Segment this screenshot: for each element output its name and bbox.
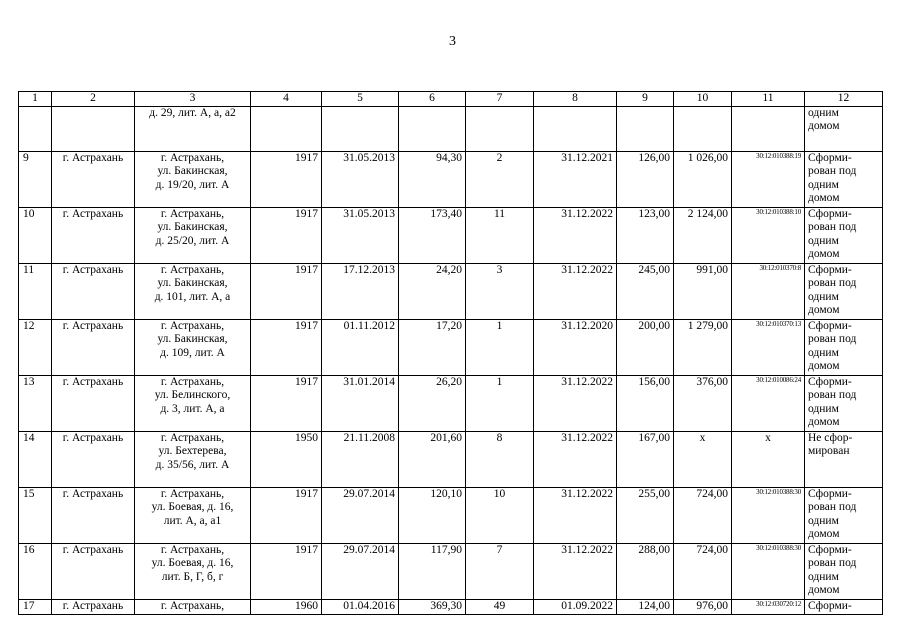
date-cell: 01.04.2016	[322, 599, 399, 614]
status-cell: Сформи- рован под одним домом	[805, 207, 883, 263]
column-header: 4	[251, 92, 322, 107]
city-cell: г. Астрахань	[52, 207, 135, 263]
table-row	[19, 431, 883, 487]
year-cell: 1917	[251, 543, 322, 599]
date-cell: 31.12.2022	[534, 263, 617, 319]
cadastral-number-cell: 30:12:010388:19	[732, 151, 805, 207]
date-cell: 31.01.2014	[322, 375, 399, 431]
cadastral-number-cell: 30:12:010388:10	[732, 207, 805, 263]
city-cell: г. Астрахань	[52, 263, 135, 319]
total-cell: 724,00	[674, 543, 732, 599]
column-header: 12	[805, 92, 883, 107]
city-cell: г. Астрахань	[52, 319, 135, 375]
status-cell: Сформи- рован под одним домом	[805, 263, 883, 319]
date-cell: 31.12.2022	[534, 487, 617, 543]
year-cell	[251, 106, 322, 151]
date-cell: 31.12.2021	[534, 151, 617, 207]
column-header: 6	[399, 92, 466, 107]
date-cell: 31.12.2022	[534, 207, 617, 263]
address-cell: д. 29, лит. А, а, а2	[135, 106, 251, 151]
table-row	[19, 207, 883, 263]
date-cell	[322, 106, 399, 151]
row-number: 10	[19, 207, 52, 263]
date-cell: 31.12.2022	[534, 431, 617, 487]
cadastral-number-cell: 30:12:010370:13	[732, 319, 805, 375]
table-row	[19, 151, 883, 207]
row-number: 9	[19, 151, 52, 207]
row-number: 16	[19, 543, 52, 599]
area-cell: 117,90	[399, 543, 466, 599]
column-header: 9	[617, 92, 674, 107]
column-header: 11	[732, 92, 805, 107]
year-cell: 1917	[251, 487, 322, 543]
cadastral-number-cell: 30:12:010086:24	[732, 375, 805, 431]
residents-cell: 11	[466, 207, 534, 263]
date-cell: 31.12.2022	[534, 543, 617, 599]
date-cell: 01.11.2012	[322, 319, 399, 375]
city-cell: г. Астрахань	[52, 431, 135, 487]
cost-cell	[617, 106, 674, 151]
city-cell: г. Астрахань	[52, 375, 135, 431]
area-cell: 26,20	[399, 375, 466, 431]
status-cell: Не сфор- мирован	[805, 431, 883, 487]
area-cell: 173,40	[399, 207, 466, 263]
total-cell: 991,00	[674, 263, 732, 319]
date-cell: 29.07.2014	[322, 487, 399, 543]
cadastral-number-cell: 30:12:030720:12	[732, 599, 805, 614]
status-cell: одним домом	[805, 106, 883, 151]
area-cell: 17,20	[399, 319, 466, 375]
date-cell: 31.05.2013	[322, 207, 399, 263]
residents-cell: 7	[466, 543, 534, 599]
cadastral-number-cell: 30:12:010388:30	[732, 487, 805, 543]
date-cell: 01.09.2022	[534, 599, 617, 614]
date-cell	[534, 106, 617, 151]
residents-cell: 10	[466, 487, 534, 543]
table-row	[19, 487, 883, 543]
year-cell: 1917	[251, 151, 322, 207]
total-cell: 376,00	[674, 375, 732, 431]
page-number: 3	[449, 34, 456, 49]
residents-cell: 1	[466, 319, 534, 375]
city-cell: г. Астрахань	[52, 151, 135, 207]
cadastral-number-cell: x	[732, 431, 805, 487]
address-cell: г. Астрахань, ул. Боевая, д. 16, лит. А, а, а1	[135, 487, 251, 543]
area-cell: 120,10	[399, 487, 466, 543]
cost-cell: 245,00	[617, 263, 674, 319]
city-cell	[52, 106, 135, 151]
residents-cell: 1	[466, 375, 534, 431]
status-cell: Сформи- рован под одним домом	[805, 487, 883, 543]
cadastral-number-cell	[732, 106, 805, 151]
address-cell: г. Астрахань, ул. Бакинская, д. 101, лит. А, а	[135, 263, 251, 319]
area-cell: 24,20	[399, 263, 466, 319]
row-number: 13	[19, 375, 52, 431]
row-number: 15	[19, 487, 52, 543]
area-cell: 94,30	[399, 151, 466, 207]
address-cell: г. Астрахань, ул. Бакинская, д. 25/20, лит. А	[135, 207, 251, 263]
status-cell: Сформи-	[805, 599, 883, 614]
cost-cell: 200,00	[617, 319, 674, 375]
city-cell: г. Астрахань	[52, 543, 135, 599]
date-cell: 31.05.2013	[322, 151, 399, 207]
column-header: 3	[135, 92, 251, 107]
table-row	[19, 319, 883, 375]
status-cell: Сформи- рован под одним домом	[805, 543, 883, 599]
row-number: 11	[19, 263, 52, 319]
total-cell: 1 279,00	[674, 319, 732, 375]
year-cell: 1917	[251, 207, 322, 263]
total-cell: x	[674, 431, 732, 487]
total-cell: 2 124,00	[674, 207, 732, 263]
table-row	[19, 106, 883, 151]
table-row	[19, 375, 883, 431]
table-row	[19, 263, 883, 319]
address-cell: г. Астрахань, ул. Бехтерева, д. 35/56, лит. А	[135, 431, 251, 487]
cost-cell: 156,00	[617, 375, 674, 431]
status-cell: Сформи- рован под одним домом	[805, 151, 883, 207]
status-cell: Сформи- рован под одним домом	[805, 319, 883, 375]
column-header: 10	[674, 92, 732, 107]
column-header: 5	[322, 92, 399, 107]
column-header: 7	[466, 92, 534, 107]
cost-cell: 167,00	[617, 431, 674, 487]
register-table	[18, 91, 883, 615]
residents-cell	[466, 106, 534, 151]
row-number: 12	[19, 319, 52, 375]
area-cell: 369,30	[399, 599, 466, 614]
year-cell: 1960	[251, 599, 322, 614]
cost-cell: 255,00	[617, 487, 674, 543]
residents-cell: 49	[466, 599, 534, 614]
header-row	[19, 92, 883, 107]
total-cell	[674, 106, 732, 151]
area-cell: 201,60	[399, 431, 466, 487]
address-cell: г. Астрахань,	[135, 599, 251, 614]
residents-cell: 2	[466, 151, 534, 207]
row-number: 14	[19, 431, 52, 487]
date-cell: 21.11.2008	[322, 431, 399, 487]
table-row	[19, 543, 883, 599]
column-header: 2	[52, 92, 135, 107]
column-header: 1	[19, 92, 52, 107]
address-cell: г. Астрахань, ул. Белинского, д. 3, лит. А, а	[135, 375, 251, 431]
year-cell: 1917	[251, 319, 322, 375]
date-cell: 31.12.2020	[534, 319, 617, 375]
address-cell: г. Астрахань, ул. Бакинская, д. 19/20, лит. А	[135, 151, 251, 207]
table-row	[19, 599, 883, 614]
status-cell: Сформи- рован под одним домом	[805, 375, 883, 431]
city-cell: г. Астрахань	[52, 487, 135, 543]
cadastral-number-cell: 30:12:010370:8	[732, 263, 805, 319]
residents-cell: 3	[466, 263, 534, 319]
cadastral-number-cell: 30:12:010388:30	[732, 543, 805, 599]
year-cell: 1950	[251, 431, 322, 487]
date-cell: 17.12.2013	[322, 263, 399, 319]
residents-cell: 8	[466, 431, 534, 487]
address-cell: г. Астрахань, ул. Бакинская, д. 109, лит. А	[135, 319, 251, 375]
date-cell: 29.07.2014	[322, 543, 399, 599]
column-header: 8	[534, 92, 617, 107]
city-cell: г. Астрахань	[52, 599, 135, 614]
date-cell: 31.12.2022	[534, 375, 617, 431]
row-number	[19, 106, 52, 151]
year-cell: 1917	[251, 375, 322, 431]
address-cell: г. Астрахань, ул. Боевая, д. 16, лит. Б, Г, б, г	[135, 543, 251, 599]
cost-cell: 288,00	[617, 543, 674, 599]
year-cell: 1917	[251, 263, 322, 319]
cost-cell: 126,00	[617, 151, 674, 207]
cost-cell: 124,00	[617, 599, 674, 614]
total-cell: 976,00	[674, 599, 732, 614]
row-number: 17	[19, 599, 52, 614]
area-cell	[399, 106, 466, 151]
total-cell: 1 026,00	[674, 151, 732, 207]
total-cell: 724,00	[674, 487, 732, 543]
cost-cell: 123,00	[617, 207, 674, 263]
